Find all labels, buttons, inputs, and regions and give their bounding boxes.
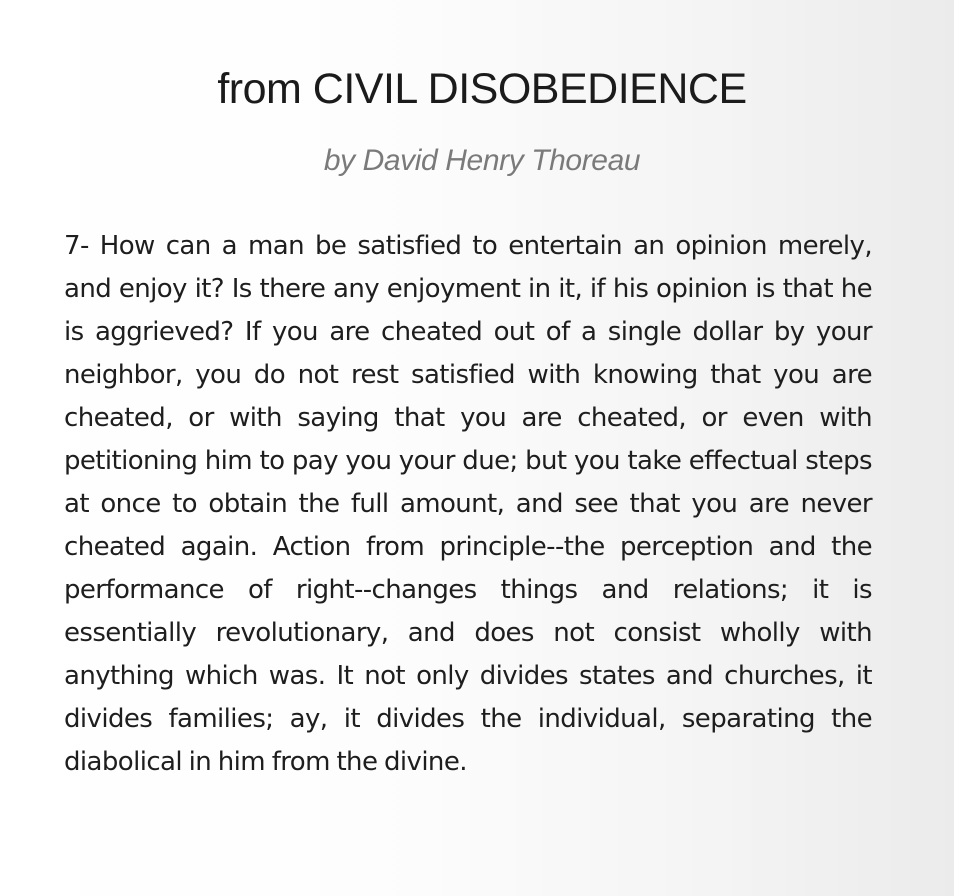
author-byline: by David Henry Thoreau	[323, 144, 641, 177]
body-paragraph: 7- How can a man be satisfied to entertain an opinion merely, and enjoy it? Is there any enjoyment in it, if his opinion is that he is aggrieved? If you are cheated out of a single dollar by your neighbor, you do not rest satisfied with knowing that you are cheated, or with saying that you are cheated, or even with petitioning him to pay you your due; but you take effectual steps at once to obtain the full amount, and see that you are never cheated again. Action from principle--the perception and the performance of right--changes things and relations; it is essentially revolutionary, and does not consist wholly with anything which was. It not only divides states and churches, it divides families; ay, it divides the individual, separating the diabolical in him from the divine.	[64, 231, 872, 777]
document-title: from CIVIL DISOBEDIENCE	[217, 65, 747, 113]
